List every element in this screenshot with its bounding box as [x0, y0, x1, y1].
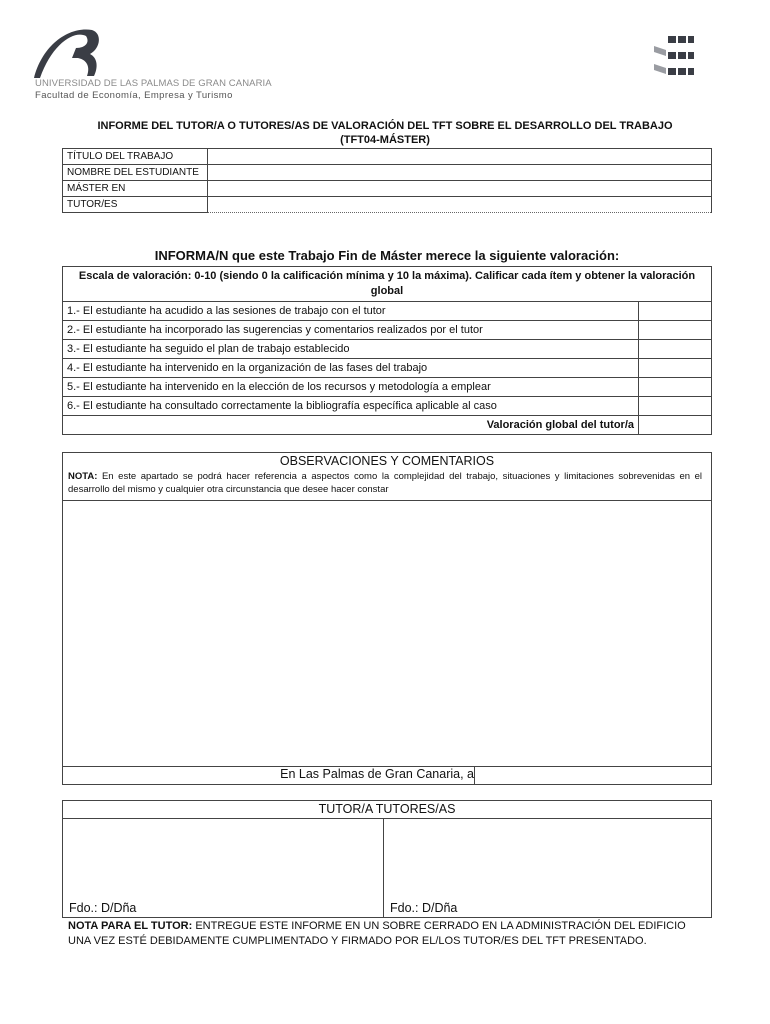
student-info-table: [62, 148, 712, 213]
field-input-tutores[interactable]: [208, 197, 712, 213]
field-input-titulo[interactable]: [208, 149, 712, 165]
criterion-label: 6.- El estudiante ha consultado correctamente la bibliografía específica aplicable al caso: [63, 397, 639, 416]
table-row: [63, 340, 712, 359]
observations-note-text: En este apartado se podrá hacer referencia a aspectos como la complejidad del trabajo, situaciones y limitaciones sobrevenidas en el desarrollo del mismo y cualquier otra circunstancia que desee hacer constar: [68, 471, 702, 495]
divider: [474, 766, 475, 784]
criterion-label: 5.- El estudiante ha intervenido en la elección de los recursos y metodología a emplear: [63, 378, 639, 397]
tutor-note-text: ENTREGUE ESTE INFORME EN UN SOBRE CERRADO EN LA ADMINISTRACIÓN DEL EDIFICIO UNA VEZ ESTÉ DEBIDAMENTE CUMPLIMENTADO Y FIRMADO POR EL/LOS TUTOR/ES DEL TFT PRESENTADO.: [68, 920, 686, 947]
university-name: UNIVERSIDAD DE LAS PALMAS DE GRAN CANARIA: [35, 78, 272, 89]
document-subtitle: (TFT04-MÁSTER): [340, 134, 430, 146]
table-row: [63, 378, 712, 397]
evaluation-table: [62, 266, 712, 435]
criterion-label: 2.- El estudiante ha incorporado las sugerencias y comentarios realizados por el tutor: [63, 321, 639, 340]
table-row: [63, 165, 712, 181]
table-row: [63, 181, 712, 197]
field-input-nombre[interactable]: [208, 165, 712, 181]
observations-textarea[interactable]: [63, 502, 709, 764]
table-row: [63, 197, 712, 213]
criterion-label: 4.- El estudiante ha intervenido en la organización de las fases del trabajo: [63, 359, 639, 378]
field-label-titulo: TÍTULO DEL TRABAJO: [63, 149, 208, 165]
informa-heading: INFORMA/N que este Trabajo Fin de Máster merece la siguiente valoración:: [154, 248, 620, 263]
global-score-label: Valoración global del tutor/a: [63, 416, 639, 435]
criterion-label: 3.- El estudiante ha seguido el plan de trabajo establecido: [63, 340, 639, 359]
tutor-note-label: NOTA PARA EL TUTOR:: [68, 920, 193, 932]
document-title: INFORME DEL TUTOR/A O TUTORES/AS DE VALORACIÓN DEL TFT SOBRE EL DESARROLLO DEL TRABAJO: [97, 120, 673, 132]
faculty-logo: [654, 34, 694, 82]
field-label-tutores: TUTOR/ES: [63, 197, 208, 213]
score-input[interactable]: [639, 321, 712, 340]
table-row: [63, 267, 712, 302]
signature-area-1[interactable]: [63, 819, 382, 899]
signature-label-2: Fdo.: D/Dña: [390, 901, 458, 915]
tutor-note: [68, 919, 708, 949]
signatures-title: TUTOR/A TUTORES/AS: [318, 802, 456, 816]
signature-label-1: Fdo.: D/Dña: [69, 901, 137, 915]
observations-note: [68, 470, 702, 496]
divider: [62, 500, 712, 501]
score-input[interactable]: [639, 340, 712, 359]
university-logo: [32, 24, 102, 80]
table-row: [63, 149, 712, 165]
global-score-input[interactable]: [639, 416, 712, 435]
field-input-master[interactable]: [208, 181, 712, 197]
signature-area-2[interactable]: [384, 819, 710, 899]
field-label-master: MÁSTER EN: [63, 181, 208, 197]
criterion-label: 1.- El estudiante ha acudido a las sesiones de trabajo con el tutor: [63, 302, 639, 321]
score-input[interactable]: [639, 359, 712, 378]
date-input[interactable]: [476, 767, 709, 783]
score-input[interactable]: [639, 302, 712, 321]
table-row: [63, 321, 712, 340]
observations-note-label: NOTA:: [68, 471, 98, 482]
table-row: [63, 359, 712, 378]
table-row: [63, 302, 712, 321]
table-row: [63, 397, 712, 416]
observations-title: OBSERVACIONES Y COMENTARIOS: [279, 454, 495, 468]
score-input[interactable]: [639, 397, 712, 416]
score-input[interactable]: [639, 378, 712, 397]
faculty-name: Facultad de Economía, Empresa y Turismo: [35, 90, 233, 101]
place-date-label: En Las Palmas de Gran Canaria, a: [280, 767, 474, 781]
field-label-nombre: NOMBRE DEL ESTUDIANTE: [63, 165, 208, 181]
scale-description: Escala de valoración: 0-10 (siendo 0 la calificación mínima y 10 la máxima). Calificar cada ítem y obtener la valoración global: [63, 267, 712, 302]
table-row: [63, 416, 712, 435]
